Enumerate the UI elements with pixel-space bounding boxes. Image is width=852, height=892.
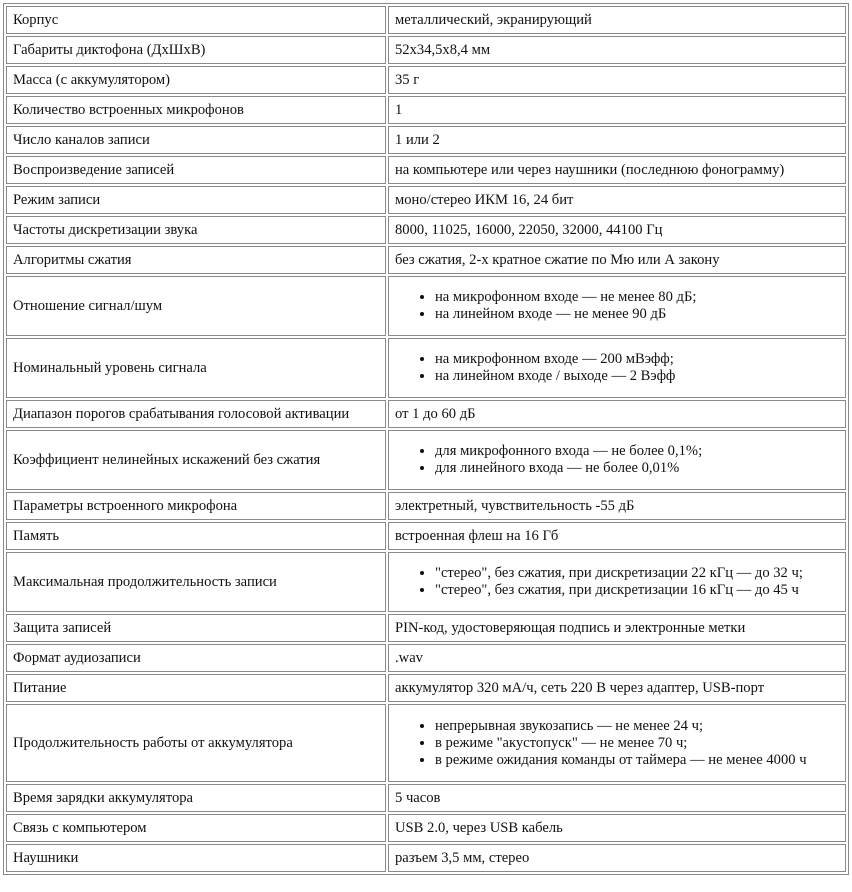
parameter-value: от 1 до 60 дБ xyxy=(388,400,846,428)
parameter-name: Масса (с аккумулятором) xyxy=(6,66,386,94)
table-row xyxy=(6,338,846,398)
value-list-item: • для линейного входа — не более 0,01% xyxy=(435,460,839,477)
table-row xyxy=(6,674,846,702)
table-row xyxy=(6,522,846,550)
parameter-value: электретный, чувствительность -55 дБ xyxy=(388,492,846,520)
value-list xyxy=(395,289,839,323)
parameter-value xyxy=(388,704,846,782)
value-list-item: • на микрофонном входе — 200 мВэфф; xyxy=(435,351,839,368)
value-list-item: • в режиме ожидания команды от таймера — не менее 4000 ч xyxy=(435,752,839,769)
parameter-name: Габариты диктофона (ДхШхВ) xyxy=(6,36,386,64)
table-row xyxy=(6,186,846,214)
table-row xyxy=(6,276,846,336)
parameter-name: Продолжительность работы от аккумулятора xyxy=(6,704,386,782)
table-row xyxy=(6,844,846,872)
table-row xyxy=(6,552,846,612)
parameter-value: .wav xyxy=(388,644,846,672)
parameter-name: Частоты дискретизации звука xyxy=(6,216,386,244)
value-list-item: • "стерео", без сжатия, при дискретизации 16 кГц — до 45 ч xyxy=(435,582,839,599)
parameter-name: Коэффициент нелинейных искажений без сжатия xyxy=(6,430,386,490)
table-row xyxy=(6,704,846,782)
parameter-value xyxy=(388,338,846,398)
parameter-value: моно/стерео ИКМ 16, 24 бит xyxy=(388,186,846,214)
parameter-value: 5 часов xyxy=(388,784,846,812)
parameter-name: Корпус xyxy=(6,6,386,34)
parameter-value xyxy=(388,430,846,490)
table-row xyxy=(6,36,846,64)
parameter-name: Диапазон порогов срабатывания голосовой активации xyxy=(6,400,386,428)
parameter-value: на компьютере или через наушники (последнюю фонограмму) xyxy=(388,156,846,184)
value-list-item: • в режиме "акустопуск" — не менее 70 ч; xyxy=(435,735,839,752)
parameter-name: Воспроизведение записей xyxy=(6,156,386,184)
parameter-name: Режим записи xyxy=(6,186,386,214)
table-row xyxy=(6,644,846,672)
parameter-name: Защита записей xyxy=(6,614,386,642)
parameter-value: 52x34,5x8,4 мм xyxy=(388,36,846,64)
parameter-name: Максимальная продолжительность записи xyxy=(6,552,386,612)
value-list-item: • на микрофонном входе — не менее 80 дБ; xyxy=(435,289,839,306)
value-list-item: • непрерывная звукозапись — не менее 24 ч; xyxy=(435,718,839,735)
table-row xyxy=(6,430,846,490)
table-row xyxy=(6,400,846,428)
table-row xyxy=(6,216,846,244)
table-row xyxy=(6,784,846,812)
parameter-name: Число каналов записи xyxy=(6,126,386,154)
value-list-item: • для микрофонного входа — не более 0,1%; xyxy=(435,443,839,460)
table-row xyxy=(6,492,846,520)
table-row xyxy=(6,814,846,842)
parameter-name: Связь с компьютером xyxy=(6,814,386,842)
specifications-table xyxy=(3,3,849,875)
parameter-value: без сжатия, 2-х кратное сжатие по Мю или А закону xyxy=(388,246,846,274)
specifications-body xyxy=(6,6,846,872)
table-row xyxy=(6,126,846,154)
parameter-value: 1 или 2 xyxy=(388,126,846,154)
value-list-item: • на линейном входе / выходе — 2 Вэфф xyxy=(435,368,839,385)
parameter-name: Номинальный уровень сигнала xyxy=(6,338,386,398)
parameter-value: встроенная флеш на 16 Гб xyxy=(388,522,846,550)
parameter-name: Формат аудиозаписи xyxy=(6,644,386,672)
table-row xyxy=(6,96,846,124)
value-list xyxy=(395,443,839,477)
value-list xyxy=(395,351,839,385)
parameter-value: 8000, 11025, 16000, 22050, 32000, 44100 Гц xyxy=(388,216,846,244)
parameter-value: металлический, экранирующий xyxy=(388,6,846,34)
value-list-item: • на линейном входе — не менее 90 дБ xyxy=(435,306,839,323)
parameter-name: Время зарядки аккумулятора xyxy=(6,784,386,812)
value-list xyxy=(395,718,839,769)
parameter-name: Память xyxy=(6,522,386,550)
parameter-name: Отношение сигнал/шум xyxy=(6,276,386,336)
table-row xyxy=(6,614,846,642)
table-row xyxy=(6,6,846,34)
parameter-name: Наушники xyxy=(6,844,386,872)
table-row xyxy=(6,156,846,184)
parameter-value xyxy=(388,276,846,336)
value-list xyxy=(395,565,839,599)
parameter-value xyxy=(388,552,846,612)
table-row xyxy=(6,246,846,274)
parameter-name: Параметры встроенного микрофона xyxy=(6,492,386,520)
parameter-name: Количество встроенных микрофонов xyxy=(6,96,386,124)
table-row xyxy=(6,66,846,94)
parameter-value: USB 2.0, через USB кабель xyxy=(388,814,846,842)
parameter-name: Питание xyxy=(6,674,386,702)
parameter-value: разъем 3,5 мм, стерео xyxy=(388,844,846,872)
parameter-value: аккумулятор 320 мА/ч, сеть 220 В через адаптер, USB-порт xyxy=(388,674,846,702)
value-list-item: • "стерео", без сжатия, при дискретизации 22 кГц — до 32 ч; xyxy=(435,565,839,582)
parameter-value: 35 г xyxy=(388,66,846,94)
parameter-value: PIN-код, удостоверяющая подпись и электронные метки xyxy=(388,614,846,642)
parameter-value: 1 xyxy=(388,96,846,124)
parameter-name: Алгоритмы сжатия xyxy=(6,246,386,274)
